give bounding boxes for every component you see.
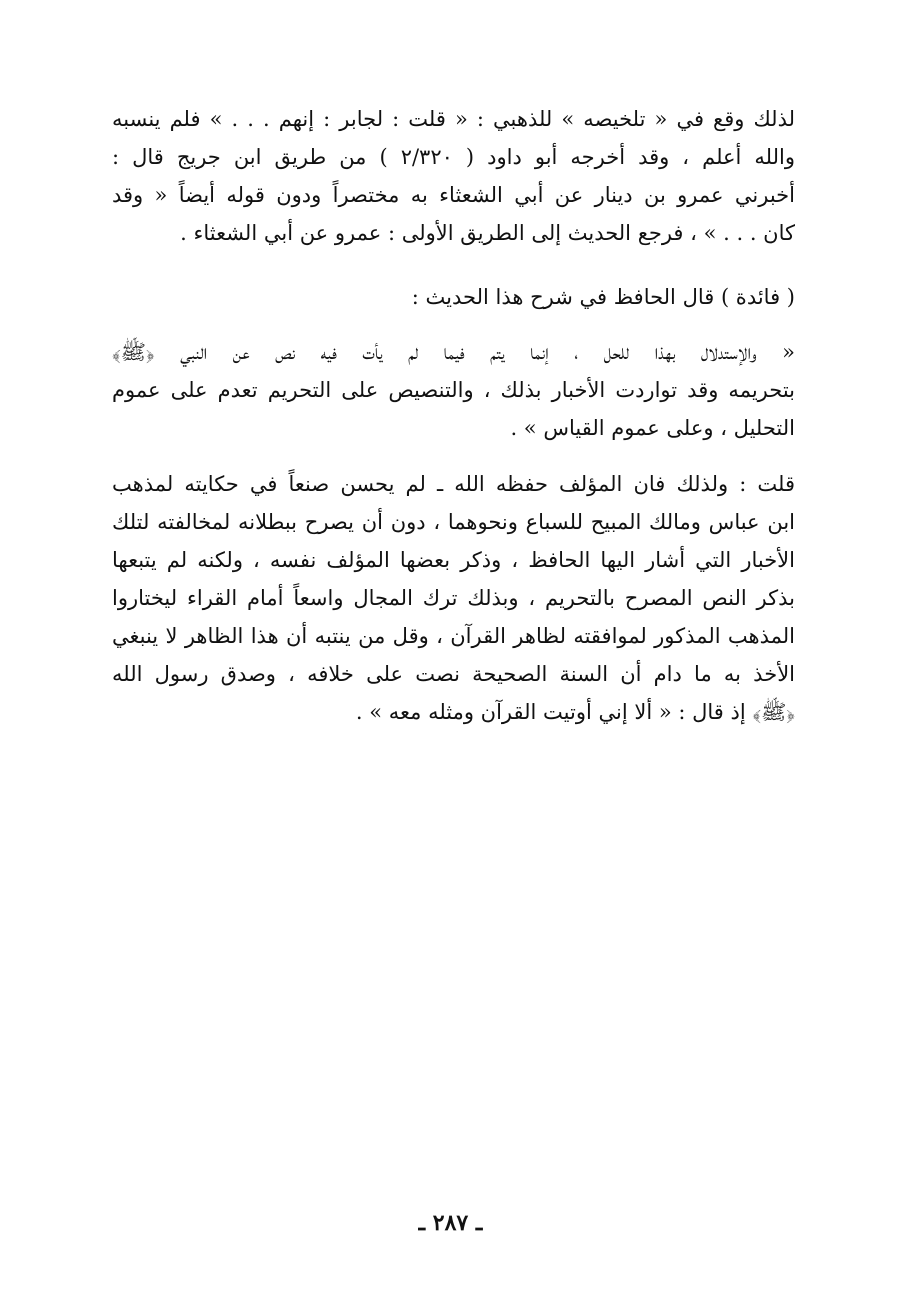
text-line: ابن عباس ومالك المبيح للسباع ونحوهما ، دون أن يصرح ببطلانه لمخالفته لتلك [112,510,795,534]
paragraph-2-quote [112,333,795,447]
text-line: والله أعلم ، وقد أخرجه أبو داود ( ٢/٣٢٠ ) من طريق ابن جريج قال : [112,145,795,169]
text-line: كان . . . » ، فرجع الحديث إلى الطريق الأولى : عمرو عن أبي الشعثاء . [180,221,795,245]
paragraph-3 [112,465,795,731]
page-number: ـ ٢٨٧ ـ [418,1210,483,1236]
paragraph-1 [112,100,795,252]
text-line: التحليل ، وعلى عموم القياس » . [510,416,795,440]
text-line: بتحريمه وقد تواردت الأخبار بذلك ، والتنصيص على التحريم تعدم على عموم [112,378,795,402]
text-line: لذلك وقع في « تلخيصه » للذهبي : « قلت : لجابر : إنهم . . . » فلم ينسبه [112,107,795,131]
text-line: الأخبار التي أشار اليها الحافظ ، وذكر بعضها المؤلف نفسه ، ولكنه لم يتبعها [112,548,795,572]
text-line: الأخذ به ما دام أن السنة الصحيحة نصت على خلافه ، وصدق رسول الله [112,662,795,686]
section-heading [112,278,795,316]
text-line: « والإستدلال بهذا للحل ، إنما يتم فيما لم يأت فيه نص عن النبي ﴿ﷺ﴾ [112,340,795,364]
text-line: قلت : ولذلك فان المؤلف حفظه الله ـ لم يحسن صنعاً في حكايته لمذهب [112,472,795,496]
text-line: بذكر النص المصرح بالتحريم ، وبذلك ترك المجال واسعاً أمام القراء ليختاروا [112,586,795,610]
heading-text: ( فائدة ) قال الحافظ في شرح هذا الحديث : [411,285,795,309]
text-line: المذهب المذكور لموافقته لظاهر القرآن ، وقل من ينتبه أن هذا الظاهر لا ينبغي [112,624,795,648]
text-line: ﴿ﷺ﴾ إذ قال : « ألا إني أوتيت القرآن ومثله معه » . [355,700,795,724]
text-line: أخبرني عمرو بن دينار عن أبي الشعثاء به مختصراً ودون قوله أيضاً « وقد [112,183,795,207]
